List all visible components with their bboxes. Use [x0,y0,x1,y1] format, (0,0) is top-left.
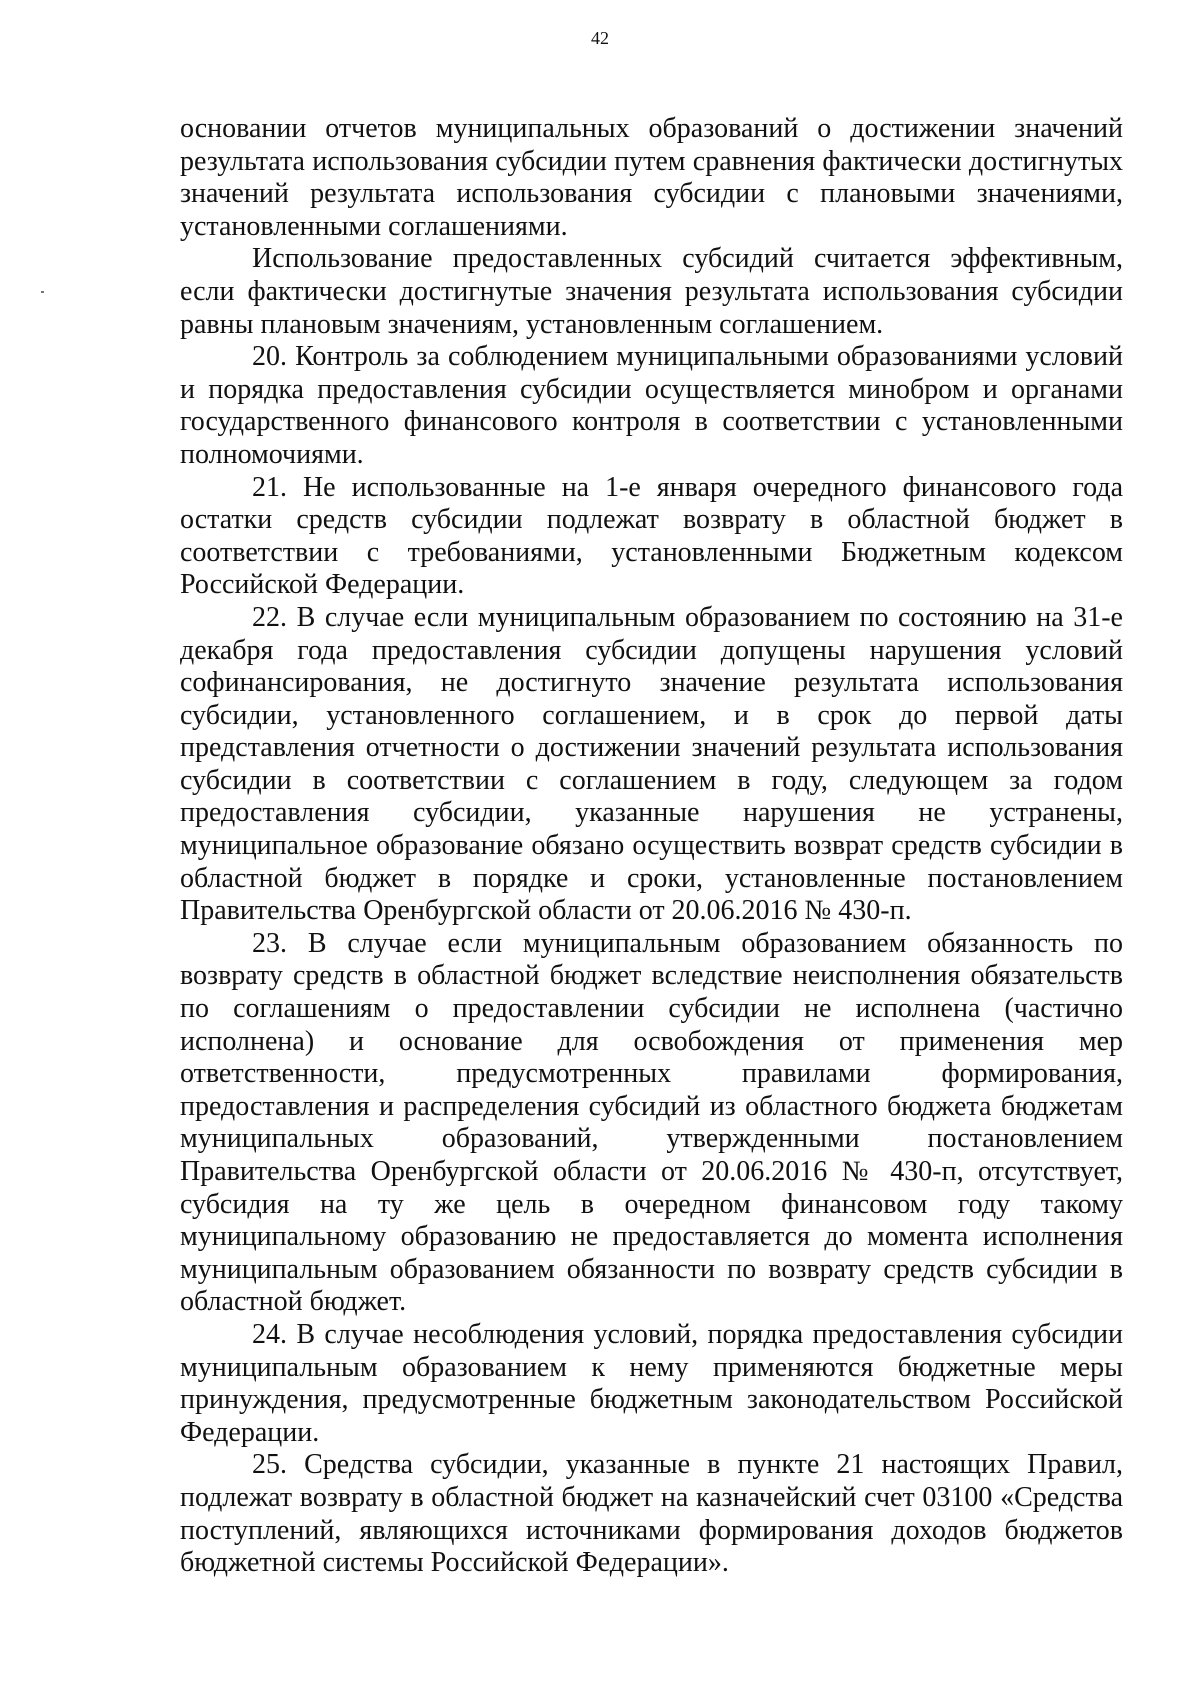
paragraph-20: 20. Контроль за соблюдением муниципальными образованиями условий и порядка предоставления субсидии осуществляется минобром и органами государственного финансового контроля в соответствии с установленными полномочиями. [180,341,1123,470]
paragraph-21: 21. Не использованные на 1-е января очередного финансового года остатки средств субсидии подлежат возврату в областной бюджет в соответствии с требованиями, установленными Бюджетным кодексом Российской Федерации. [180,471,1123,601]
page-number: 42 [591,28,609,48]
paragraph-25: 25. Средства субсидии, указанные в пункте 21 настоящих Правил, подлежат возврату в областной бюджет на казначейский счет 03100 «Средства поступлений, являющихся источниками формирования доходов бюджетов бюджетной системы Российской Федерации». [180,1449,1123,1579]
paragraph-24: 24. В случае несоблюдения условий, порядка предоставления субсидии муниципальным образованием к нему применяются бюджетные меры принуждения, предусмотренные бюджетным законодательством Российской Федерации. [180,1318,1123,1448]
paragraph-continuation: основании отчетов муниципальных образований о достижении значений результата использования субсидии путем сравнения фактически достигнутых значений результата использования субсидии с плановыми значениями, установленными соглашениями. [180,113,1123,242]
document-body [180,113,1123,1580]
paragraph-efficiency: Использование предоставленных субсидий считается эффективным, если фактически достигнутые значения результата использования субсидии равны плановым значениям, установленным соглашением. [180,243,1123,340]
scan-speck [41,291,44,293]
paragraph-22: 22. В случае если муниципальным образованием по состоянию на 31-е декабря года предоставления субсидии допущены нарушения условий софинансирования, не достигнуто значение результата использования субсидии, установленного соглашением, и в срок до первой даты представления отчетности о достижении значений результата использования субсидии в соответствии с соглашением в году, следующем за годом предоставления субсидии, указанные нарушения не устранены, муниципальное образование обязано осуществить возврат средств субсидии в областной бюджет в порядке и сроки, установленные постановлением Правительства Оренбургской области от 20.06.2016 № 430-п. [180,601,1123,927]
paragraph-23: 23. В случае если муниципальным образованием обязанность по возврату средств в областной бюджет вследствие неисполнения обязательств по соглашениям о предоставлении субсидии не исполнена (частично исполнена) и основание для освобождения от применения мер ответственности, предусмотренных правилами формирования, предоставления и распределения субсидий из областного бюджета бюджетам муниципальных образований, утвержденными постановлением Правительства Оренбургской области от 20.06.2016 № 430-п, отсутствует, субсидия на ту же цель в очередном финансовом году такому муниципальному образованию не предоставляется до момента исполнения муниципальным образованием обязанности по возврату средств субсидии в областной бюджет. [180,927,1123,1318]
